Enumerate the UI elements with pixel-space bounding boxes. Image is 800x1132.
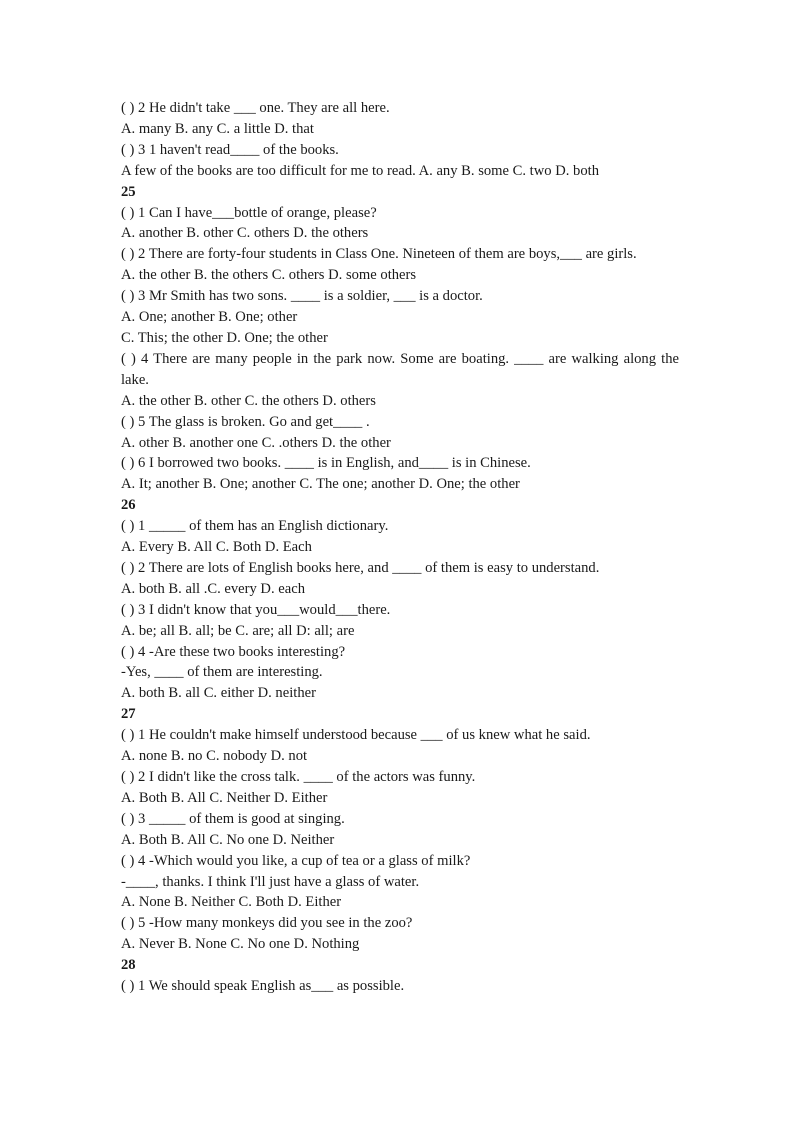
text-line: ( ) 1 He couldn't make himself understood because ___ of us knew what he said. [121,727,591,744]
text-line: ( ) 3 I didn't know that you___would___there. [121,601,391,618]
text-line: ( ) 2 There are lots of English books here, and ____ of them is easy to understand. [121,559,600,576]
text-line: ( ) 3 1 haven't read____ of the books. [121,141,339,158]
text-line: A. none B. no C. nobody D. not [121,748,308,765]
text-line: A. It; another B. One; another C. The one; another D. One; the other [121,476,520,493]
text-line: ( ) 5 The glass is broken. Go and get____ . [121,413,370,430]
section-number: 25 [121,183,136,200]
text-line: -Yes, ____ of them are interesting. [121,664,323,681]
text-line: A. Both B. All C. No one D. Neither [121,831,335,848]
text-line: ( ) 4 -Which would you like, a cup of tea or a glass of milk? [121,852,471,869]
text-line: A. both B. all .C. every D. each [121,580,305,597]
text-line: ( ) 2 I didn't like the cross talk. ____ of the actors was funny. [121,769,476,785]
text-line: C. This; the other D. One; the other [121,329,328,346]
text-line: A. Every B. All C. Both D. Each [121,539,312,556]
text-line: ( ) 5 -How many monkeys did you see in the zoo? [121,915,413,932]
text-line: A. the other B. the others C. others D. some others [121,267,417,284]
text-line: A few of the books are too difficult for me to read. A. any B. some C. two D. both [121,162,599,179]
text-line: ( ) 1 We should speak English as___ as possible. [121,978,405,995]
text-line: -____, thanks. I think I'll just have a glass of water. [121,873,420,890]
text-line: ( ) 2 There are forty-four students in Class One. Nineteen of them are boys,___ are girls. [121,246,637,263]
text-line: ( ) 1 _____ of them has an English dictionary. [121,518,389,535]
text-line: A. another B. other C. others D. the others [121,225,369,242]
text-line: ( ) 1 Can I have___bottle of orange, please? [121,204,377,221]
section-number: 26 [121,497,136,514]
text-line: A. other B. another one C. .others D. the other [121,434,391,451]
text-line: ( ) 4 -Are these two books interesting? [121,643,346,660]
text-line: A. many B. any C. a little D. that [121,120,314,137]
text-line: A. both B. all C. either D. neither [121,685,316,702]
document-page [121,98,679,997]
text-line: A. Both B. All C. Neither D. Either [121,789,328,806]
text-line: ( ) 6 I borrowed two books. ____ is in English, and____ is in Chinese. [121,455,531,472]
section-number: 27 [121,706,136,723]
text-line: A. One; another B. One; other [121,309,298,326]
text-line: A. be; all B. all; be C. are; all D: all; are [121,622,355,639]
text-line: ( ) 2 He didn't take ___ one. They are all here. [121,100,390,116]
text-line: ( ) 3 _____ of them is good at singing. [121,810,345,827]
text-line: A. None B. Neither C. Both D. Either [121,894,342,911]
text-line: ( ) 3 Mr Smith has two sons. ____ is a soldier, ___ is a doctor. [121,288,483,305]
text-line: A. Never B. None C. No one D. Nothing [121,936,360,953]
text-line: ( ) 4 There are many people in the park now. Some are boating. ____ are walking along the lake. [121,350,679,388]
text-line: A. the other B. other C. the others D. others [121,392,376,409]
section-number: 28 [121,957,136,974]
